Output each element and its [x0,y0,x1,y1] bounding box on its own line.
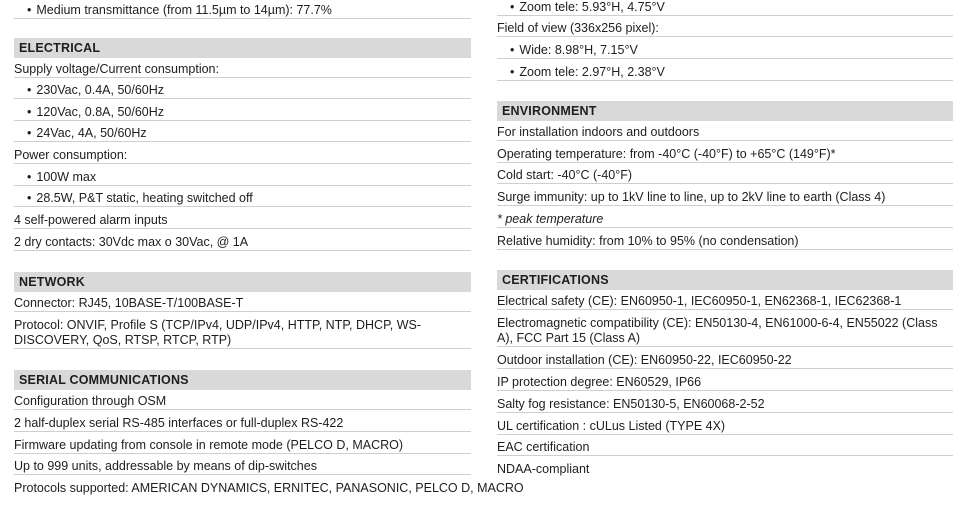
section-network-title: NETWORK [14,272,471,292]
dry-contacts: 2 dry contacts: 30Vdc max o 30Vac, @ 1A [14,235,471,251]
alarm-inputs: 4 self-powered alarm inputs [14,213,471,229]
section-electrical-title: ELECTRICAL [14,38,471,58]
zoom-tele-item: • Zoom tele: 2.97°H, 2.38°V [497,65,953,81]
fov-label: Field of view (336x256 pixel): [497,21,953,37]
supply-item: • 120Vac, 0.8A, 50/60Hz [14,105,471,121]
environment-item: For installation indoors and outdoors [497,125,953,141]
certification-item: EAC certification [497,440,953,456]
certification-item: Electrical safety (CE): EN60950-1, IEC60950-1, EN62368-1, IEC62368-1 [497,294,953,310]
environment-item: Operating temperature: from -40°C (-40°F) to +65°C (149°F)* [497,147,953,163]
serial-item: 2 half-duplex serial RS-485 interfaces or full-duplex RS-422 [14,416,471,432]
relative-humidity: Relative humidity: from 10% to 95% (no condensation) [497,234,953,250]
section-environment-title: ENVIRONMENT [497,101,953,121]
environment-item: Surge immunity: up to 1kV line to line, up to 2kV line to earth (Class 4) [497,190,953,206]
certification-item: Electromagnetic compatibility (CE): EN50130-4, EN61000-6-4, EN55022 (Class A), FCC Part 15 (Class A) [497,316,953,347]
serial-item: Up to 999 units, addressable by means of dip-switches [14,459,471,475]
section-certifications-title: CERTIFICATIONS [497,270,953,290]
power-item: • 28.5W, P&T static, heating switched off [14,191,471,207]
certification-item: Outdoor installation (CE): EN60950-22, IEC60950-22 [497,353,953,369]
supply-item: • 24Vac, 4A, 50/60Hz [14,126,471,142]
certification-item: Salty fog resistance: EN50130-5, EN60068-2-52 [497,397,953,413]
certification-item: UL certification : cULus Listed (TYPE 4X) [497,419,953,435]
serial-item: Configuration through OSM [14,394,471,410]
supply-label: Supply voltage/Current consumption: [14,62,471,78]
network-protocol: Protocol: ONVIF, Profile S (TCP/IPv4, UDP/IPv4, HTTP, NTP, DHCP, WS-DISCOVERY, QoS, RTSP, RTCP, RTP) [14,318,471,349]
peak-temperature-note: * peak temperature [497,212,953,228]
section-serial-title: SERIAL COMMUNICATIONS [14,370,471,390]
certification-item: IP protection degree: EN60529, IP66 [497,375,953,391]
power-item: • 100W max [14,170,471,186]
wide-item: • Wide: 8.98°H, 7.15°V [497,43,953,59]
zoom-tele-item: • Zoom tele: 5.93°H, 4.75°V [497,0,953,16]
supply-item: • 230Vac, 0.4A, 50/60Hz [14,83,471,99]
transmittance-item: • Medium transmittance (from 11.5µm to 14µm): 77.7% [14,3,471,19]
environment-item: Cold start: -40°C (-40°F) [497,168,953,184]
serial-item: Protocols supported: AMERICAN DYNAMICS, ERNITEC, PANASONIC, PELCO D, MACRO [14,481,524,495]
serial-item: Firmware updating from console in remote mode (PELCO D, MACRO) [14,438,471,454]
power-label: Power consumption: [14,148,471,164]
network-connector: Connector: RJ45, 10BASE-T/100BASE-T [14,296,471,312]
certification-item: NDAA-compliant [497,462,590,476]
